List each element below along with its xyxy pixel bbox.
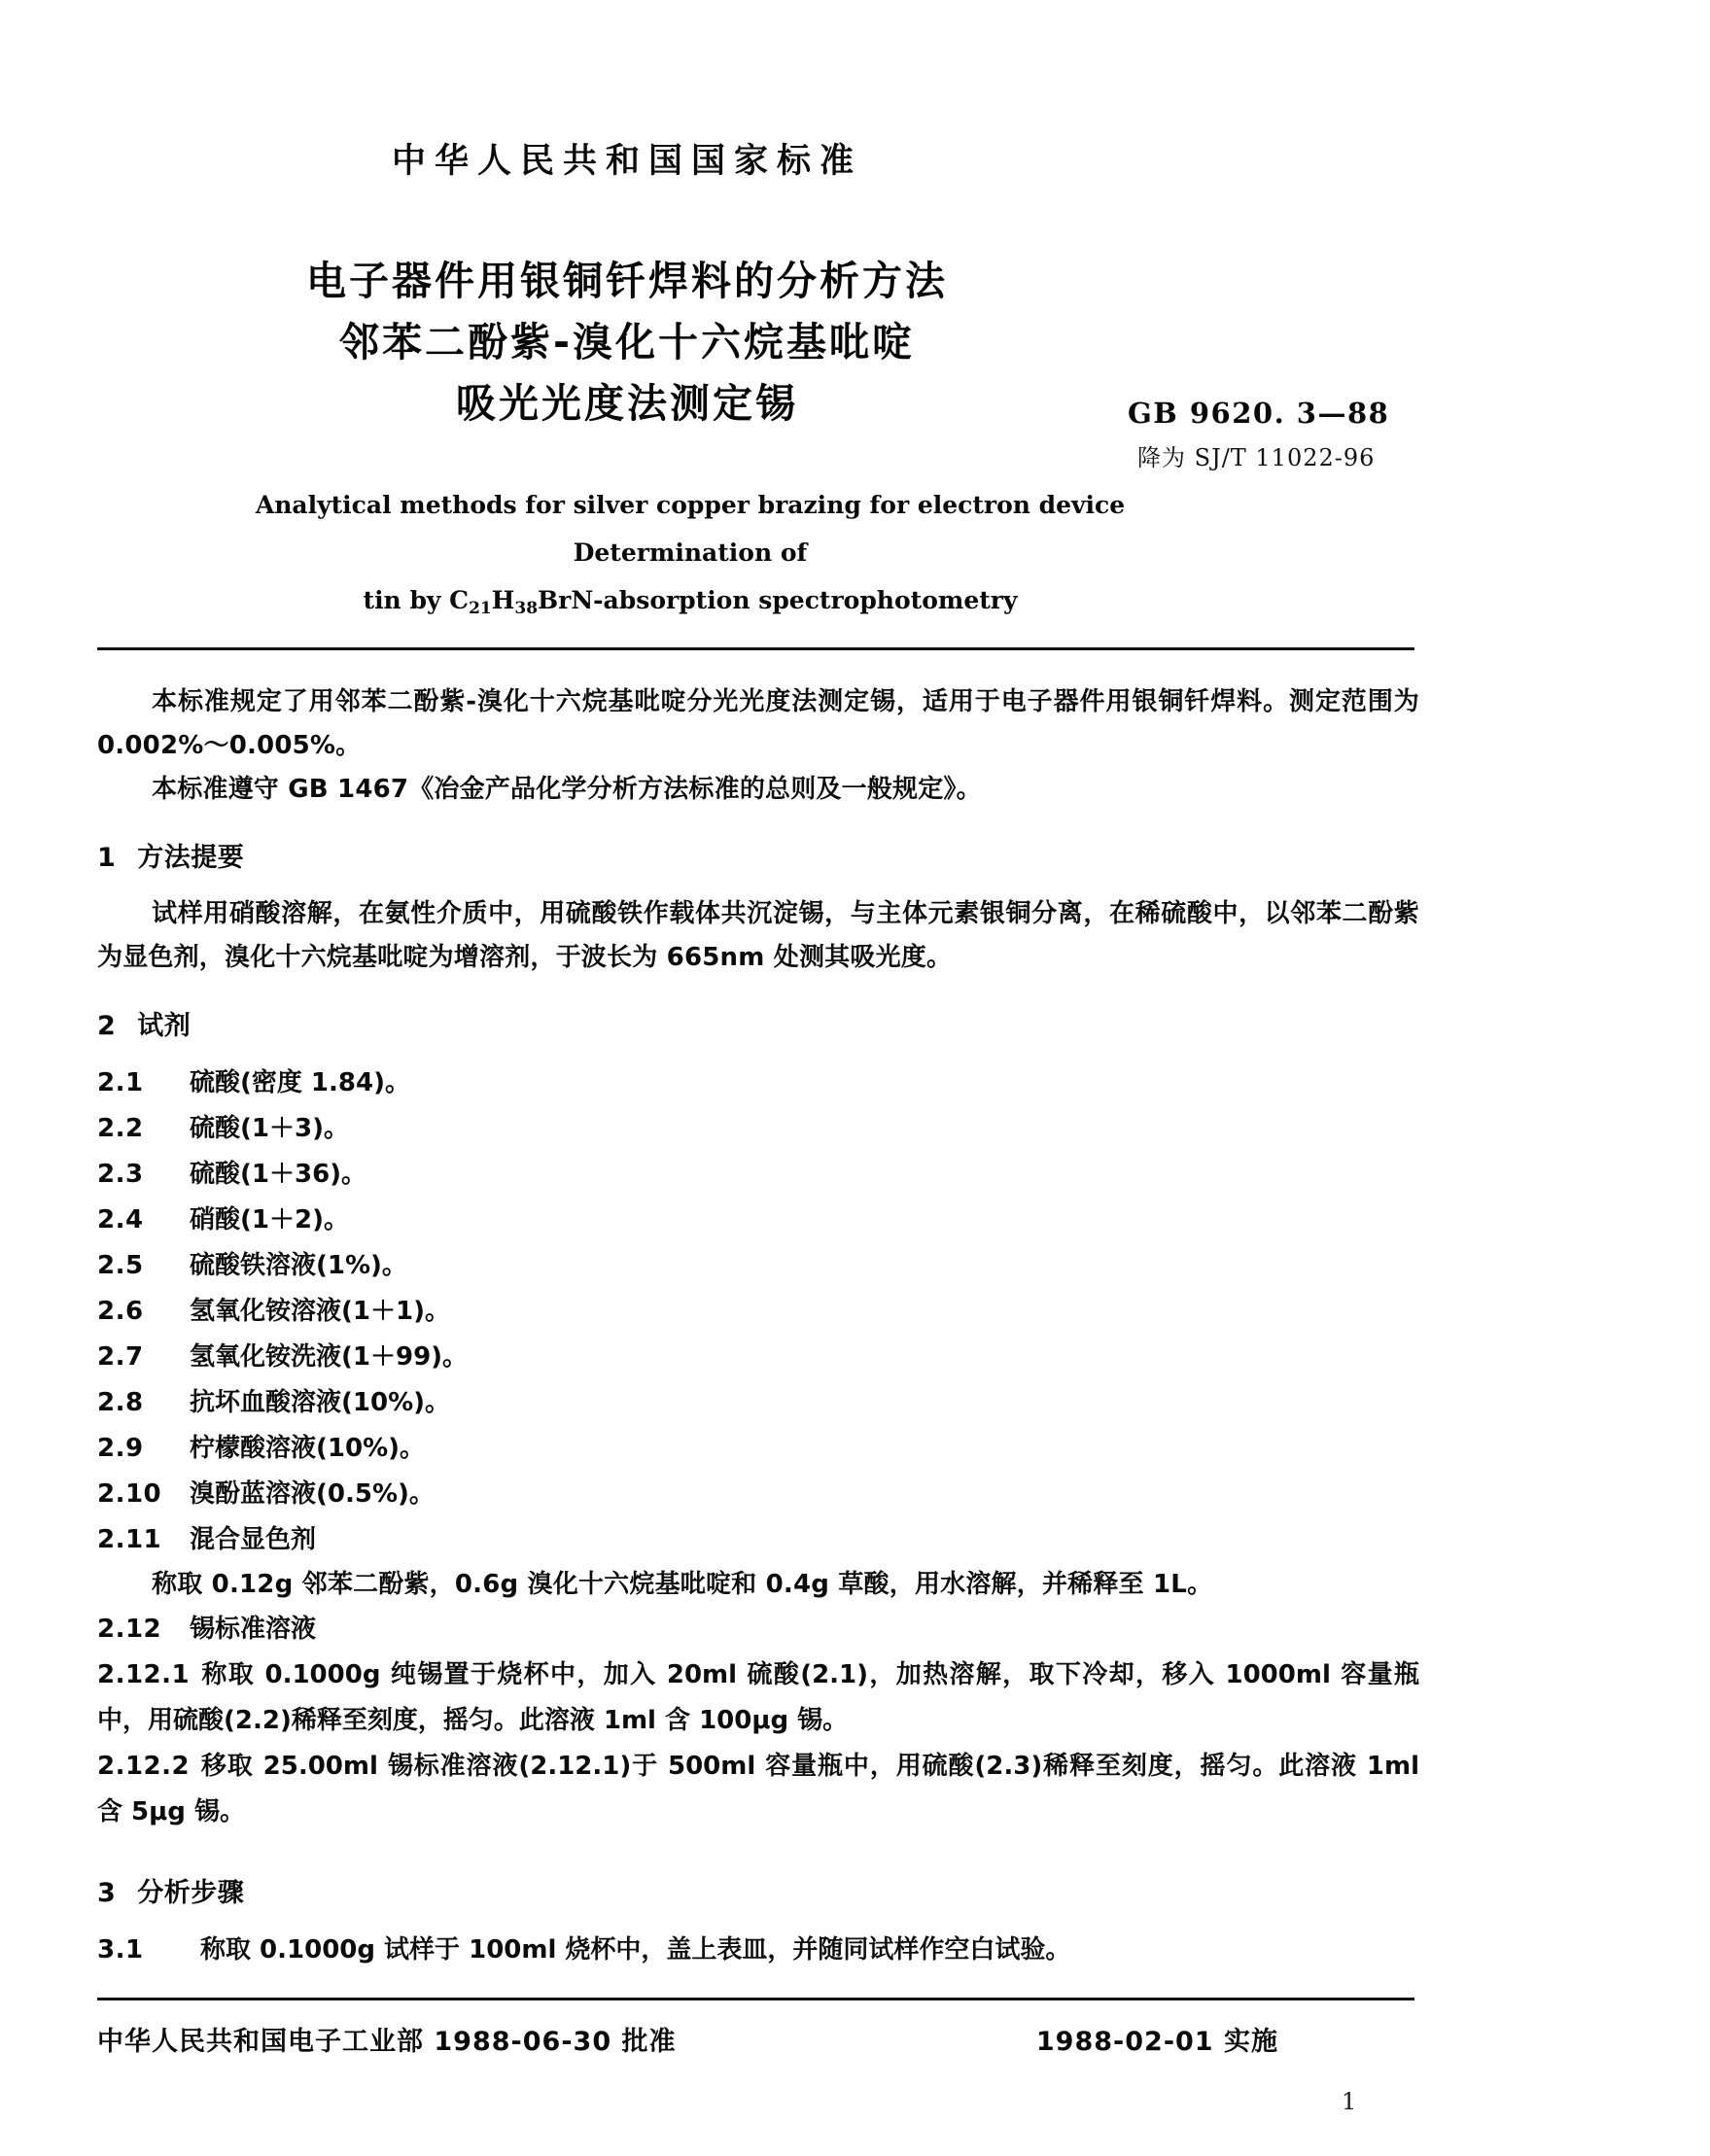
spacer: [97, 812, 1419, 837]
standard-number-block: [1128, 397, 1536, 472]
reagent-item-text: 溴酚蓝溶液(0.5%)。: [190, 1479, 435, 1509]
reagent-item: [97, 1243, 1419, 1289]
step-item-number: 3.1: [97, 1935, 144, 1965]
section-2-heading: [97, 1005, 1419, 1048]
formula-sub-21: 21: [469, 598, 492, 618]
reagent-item-number: 2.10: [97, 1479, 162, 1509]
reagent-item-text: 硝酸(1＋2)。: [190, 1205, 349, 1234]
step-item-3-1: [97, 1928, 1419, 1973]
title-line-3: 吸光光度法测定锡: [456, 380, 798, 427]
reagent-item-text: 移取 25.00ml 锡标准溶液(2.12.1)于 500ml 容量瓶中，用硫酸(2.3)稀释至刻度，摇匀。此溶液 1ml 含 5μg 锡。: [97, 1752, 1419, 1826]
reagent-item-number: 2.11: [97, 1525, 162, 1554]
reagent-item-2-11: [97, 1517, 1419, 1563]
reagent-item-text: 硫酸(1＋3)。: [190, 1114, 349, 1143]
reagent-item-number: 2.6: [97, 1297, 144, 1326]
reagent-item: [97, 1152, 1419, 1198]
reagent-item: [97, 1426, 1419, 1472]
page-footer: [97, 2020, 1419, 2058]
footer-divider-rule: [97, 1998, 1414, 2000]
reagent-item-number: 2.2: [97, 1114, 144, 1143]
reagent-item-2-12-2: [97, 1744, 1419, 1835]
document-body: [97, 680, 1419, 1973]
reagent-item-number: 2.8: [97, 1388, 144, 1417]
reagent-item: [97, 1198, 1419, 1243]
reagent-2-11-body: 称取 0.12g 邻苯二酚紫，0.6g 溴化十六烷基吡啶和 0.4g 草酸，用水溶解，并稀释至 1L。: [152, 1570, 1213, 1599]
reagent-item-number: 2.9: [97, 1434, 144, 1463]
reagent-item-number: 2.1: [97, 1068, 144, 1097]
standard-number: GB 9620. 3—88: [1128, 397, 1390, 430]
reagent-item-text: 柠檬酸溶液(10%)。: [190, 1434, 425, 1463]
english-title-line-1: Analytical methods for silver copper brazing for electron device Determination of: [255, 491, 1126, 567]
formula-sub-38: 38: [514, 598, 539, 618]
reagent-item-number: 2.5: [97, 1251, 144, 1280]
reagent-item-text: 称取 0.1000g 纯锡置于烧杯中，加入 20ml 硫酸(2.1)，加热溶解，取下冷却，移入 1000ml 容量瓶中，用硫酸(2.2)稀释至刻度，摇匀。此溶液 1ml 含 100μg 锡。: [97, 1660, 1419, 1735]
section-2-title: 试剂: [137, 1011, 192, 1041]
reagent-item-text: 氢氧化铵溶液(1＋1)。: [190, 1297, 450, 1326]
reagent-item: [97, 1335, 1419, 1380]
section-3-heading: [97, 1872, 1419, 1915]
reagent-item-number: 2.7: [97, 1342, 144, 1372]
reagent-item: [97, 1380, 1419, 1426]
step-item-text: 称取 0.1000g 试样于 100ml 烧杯中，盖上表皿，并随同试样作空白试验。: [200, 1935, 1071, 1965]
reagent-item-number: 2.12.1: [97, 1660, 191, 1689]
english-title-prefix: tin by C: [363, 586, 470, 614]
reagent-item-text: 硫酸(密度 1.84)。: [190, 1068, 410, 1097]
reagent-item-text: 混合显色剂: [190, 1525, 317, 1554]
section-2-number: 2: [97, 1011, 117, 1041]
reagent-item-number: 2.3: [97, 1160, 144, 1189]
english-title-suffix: BrN-absorption spectrophotometry: [538, 586, 1018, 614]
reagent-item: [97, 1472, 1419, 1517]
reagent-item-text: 氢氧化铵洗液(1＋99)。: [190, 1342, 469, 1372]
reagent-item: [97, 1289, 1419, 1335]
scope-paragraph-1: 本标准规定了用邻苯二酚紫-溴化十六烷基吡啶分光光度法测定锡，适用于电子器件用银铜钎焊料。测定范围为 0.002%～0.005%。: [97, 687, 1419, 760]
title-line-2: 邻苯二酚紫-溴化十六烷基吡啶: [338, 319, 915, 365]
reagent-item-text: 抗坏血酸溶液(10%)。: [190, 1388, 450, 1417]
reagent-item-2-12: [97, 1607, 1419, 1652]
reagent-item-number: 2.12: [97, 1615, 162, 1644]
scope-paragraph-2: 本标准遵守 GB 1467《冶金产品化学分析方法标准的总则及一般规定》。: [152, 775, 982, 804]
reagent-item-2-12-1: [97, 1652, 1419, 1744]
reagent-item: [97, 1061, 1419, 1106]
reagent-item-text: 锡标准溶液: [190, 1615, 317, 1644]
spacer: [97, 1048, 1419, 1061]
reagent-item-number: 2.12.2: [97, 1752, 191, 1781]
english-title: [175, 481, 1205, 633]
section-1-number: 1: [97, 843, 117, 873]
document-title-block: [0, 251, 1254, 435]
spacer: [97, 1835, 1419, 1872]
spacer: [97, 980, 1419, 1005]
title-line-1: 电子器件用银铜钎焊料的分析方法: [306, 258, 948, 304]
reagent-item-text: 硫酸铁溶液(1%)。: [190, 1251, 407, 1280]
reagent-item-text: 硫酸(1＋36)。: [190, 1160, 367, 1189]
section-1-body: 试样用硝酸溶解，在氨性介质中，用硫酸铁作载体共沉淀锡，与主体元素银铜分离，在稀硫酸中，以邻苯二酚紫为显色剂，溴化十六烷基吡啶为增溶剂，于波长为 665nm 处测其吸光度。: [97, 899, 1419, 972]
spacer: [97, 880, 1419, 892]
spacer: [97, 1915, 1419, 1928]
formula-h: H: [491, 586, 515, 614]
reagent-item-number: 2.4: [97, 1205, 144, 1234]
english-title-line-2: [175, 576, 1205, 633]
national-standard-header: 中华人民共和国国家标准: [391, 142, 862, 181]
header-divider-rule: [97, 647, 1414, 650]
section-3-title: 分析步骤: [137, 1878, 245, 1908]
approval-note: 中华人民共和国电子工业部 1988-06-30 批准: [97, 2027, 677, 2057]
section-1-heading: [97, 837, 1419, 880]
standard-substitute-note: 降为 SJ/T 11022-96: [1137, 444, 1376, 471]
section-1-title: 方法提要: [137, 843, 245, 873]
page-number: 1: [1342, 2088, 1357, 2115]
reagent-item: [97, 1106, 1419, 1152]
section-3-number: 3: [97, 1878, 117, 1908]
implementation-note: 1988-02-01 实施: [1035, 2027, 1278, 2057]
